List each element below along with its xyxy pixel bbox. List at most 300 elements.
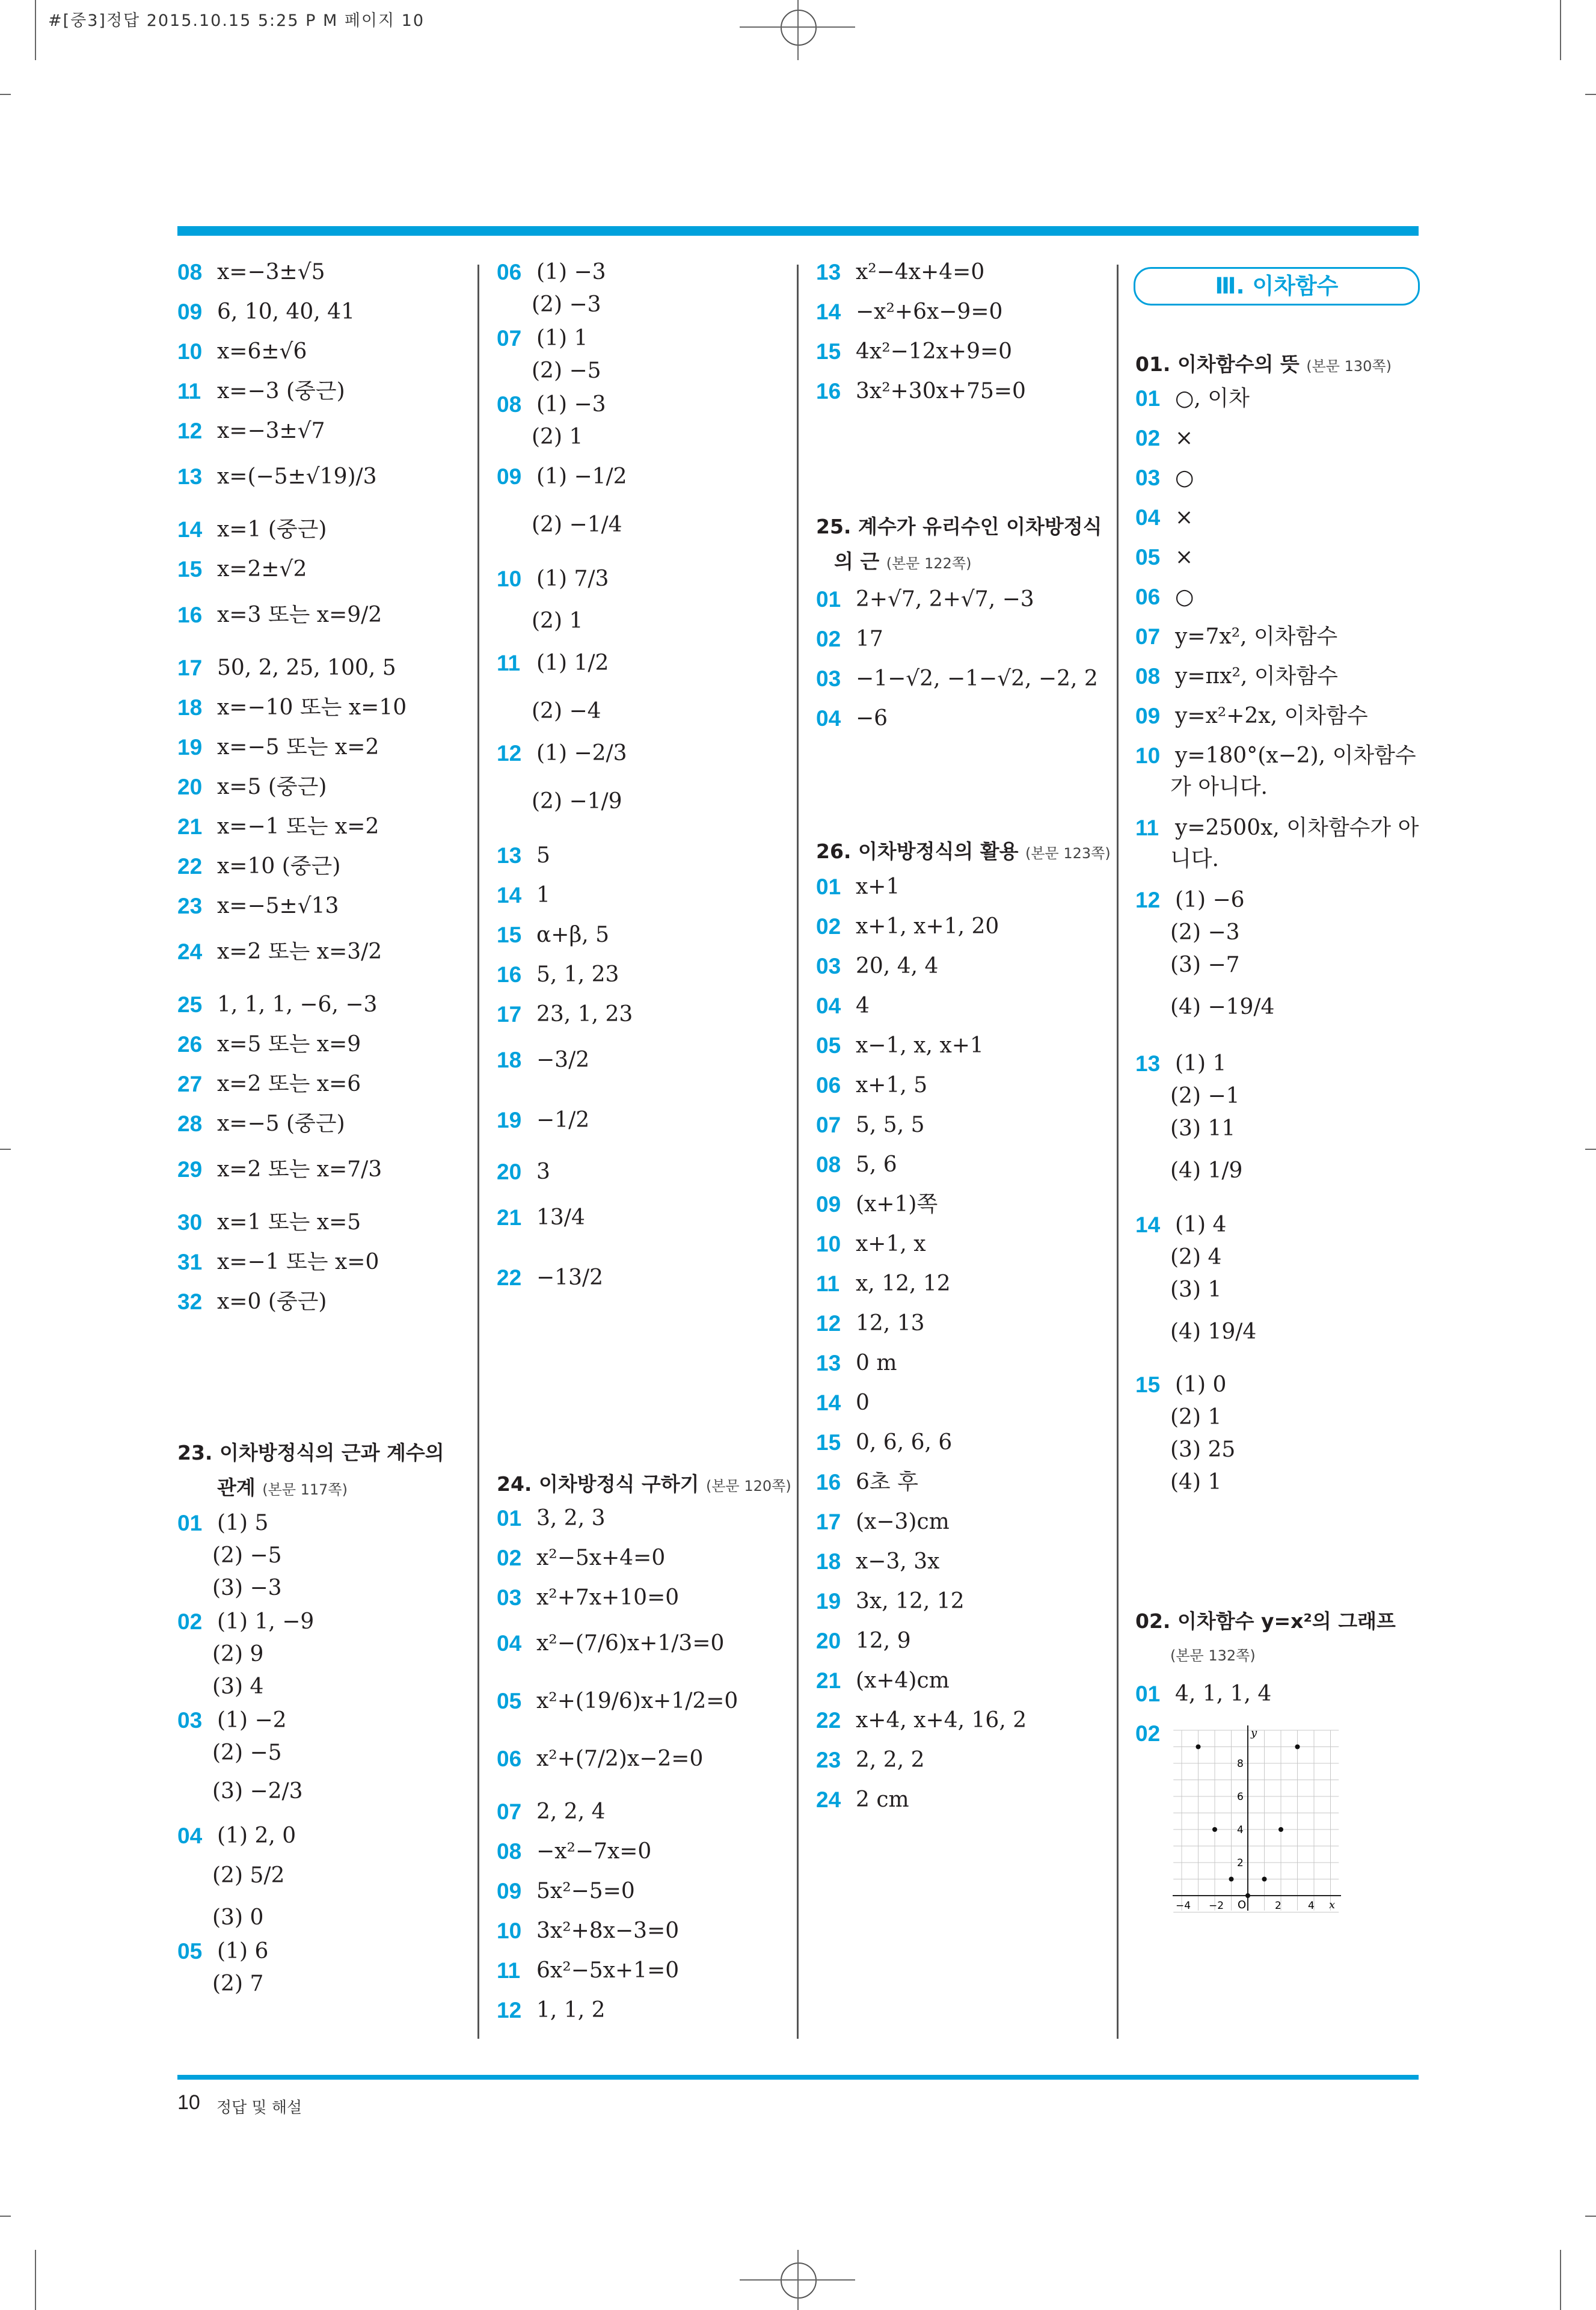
item-number: 06	[1135, 585, 1161, 609]
item-answer: x+4, x+4, 16, 2	[856, 1708, 1027, 1733]
item-number: 02	[816, 627, 841, 651]
answer-item	[816, 1588, 965, 1615]
answer-item	[816, 1032, 984, 1060]
item-number: 02	[497, 1546, 522, 1570]
item-answer: 5, 5, 5	[856, 1113, 925, 1137]
item-answer: 1	[536, 883, 550, 908]
item-number: 14	[177, 517, 203, 542]
item-number: 04	[497, 1631, 522, 1656]
item-number: 08	[816, 1152, 841, 1177]
item-number: 10	[816, 1232, 841, 1256]
answer-item	[1135, 742, 1416, 770]
answer-item	[816, 1508, 950, 1536]
item-number: 01	[1135, 1682, 1161, 1706]
page-reference: (본문 117쪽)	[262, 1481, 348, 1498]
answer-subitem: (2) 5/2	[212, 1863, 285, 1888]
item-answer: x²−4x+4=0	[856, 260, 985, 284]
crop-mark	[1585, 2216, 1596, 2217]
item-number: 02	[1135, 426, 1161, 450]
graph-point	[1245, 1893, 1250, 1898]
item-number: 04	[177, 1823, 203, 1848]
crop-mark	[1585, 1149, 1596, 1150]
item-answer: x=−5 또는 x=2	[217, 735, 379, 760]
item-answer: x=−5±√13	[217, 894, 339, 918]
item-number: 05	[177, 1939, 203, 1964]
answer-item	[177, 1249, 379, 1276]
item-number: 15	[497, 923, 522, 947]
item-number: 13	[816, 1351, 841, 1375]
origin-label: O	[1238, 1899, 1247, 1911]
item-number: 31	[177, 1250, 203, 1274]
answer-item	[497, 1997, 606, 2024]
answer-item	[497, 882, 550, 909]
answer-item	[497, 1584, 679, 1612]
answer-item	[816, 586, 1034, 613]
answer-item	[177, 259, 325, 286]
item-answer: α+β, 5	[536, 923, 610, 947]
answer-item	[816, 298, 1002, 326]
item-answer: x²+(7/2)x−2=0	[536, 1746, 704, 1771]
answer-item	[816, 1072, 927, 1099]
item-answer: x=1 또는 x=5	[217, 1210, 361, 1235]
graph-point	[1262, 1877, 1267, 1882]
item-number: 13	[816, 260, 841, 284]
answer-subitem: (2) 9	[212, 1642, 264, 1666]
item-answer: x=−1 또는 x=0	[217, 1250, 379, 1274]
item-number: 04	[816, 706, 841, 731]
item-answer: (x−3)cm	[856, 1510, 950, 1534]
item-number: 08	[1135, 664, 1161, 689]
item-answer: x, 12, 12	[856, 1271, 951, 1296]
answer-item	[177, 1071, 361, 1098]
answer-subitem: (3) −3	[212, 1576, 282, 1600]
item-number: 13	[177, 464, 203, 489]
section-title: 23. 이차방정식의 근과 계수의	[177, 1441, 444, 1464]
answer-item	[177, 892, 339, 920]
item-answer: x+1, 5	[856, 1073, 928, 1098]
item-answer: −3/2	[536, 1048, 590, 1072]
item-number: 10	[497, 567, 522, 591]
answer-subitem: (2) 1	[1170, 1405, 1222, 1430]
page-number: 10	[177, 2091, 200, 2114]
answer-item	[177, 813, 379, 841]
answer-item	[497, 1917, 679, 1945]
item-answer: x=2±√2	[217, 557, 307, 582]
item-answer: (1) 2, 0	[217, 1823, 296, 1848]
item-number: 23	[816, 1748, 841, 1772]
page-reference: (본문 132쪽)	[1170, 1647, 1256, 1664]
item-answer: (1) 1/2	[536, 651, 609, 675]
item-answer: x=−3±√5	[217, 260, 325, 284]
item-answer: x=2 또는 x=7/3	[217, 1157, 382, 1182]
item-number: 11	[497, 651, 521, 675]
item-number: 01	[816, 587, 841, 612]
item-number: 05	[816, 1033, 841, 1058]
answer-subitem: (2) −1	[1170, 1084, 1240, 1108]
crop-mark	[797, 0, 799, 60]
item-number: 16	[816, 1470, 841, 1494]
section-title	[217, 1472, 348, 1501]
answer-subitem: (3) 4	[212, 1674, 264, 1699]
y-tick-label: 8	[1237, 1758, 1244, 1770]
answer-item	[177, 338, 307, 366]
item-number: 20	[497, 1160, 522, 1184]
item-answer: x=3 또는 x=9/2	[217, 603, 382, 627]
answer-subitem: (4) 1	[1170, 1470, 1222, 1494]
item-number: 13	[1135, 1051, 1161, 1076]
item-answer: 2+√7, 2+√7, −3	[856, 587, 1034, 612]
answer-item	[497, 1630, 724, 1657]
item-answer: 0, 6, 6, 6	[856, 1430, 953, 1455]
item-number: 11	[816, 1271, 840, 1296]
crop-mark	[35, 2250, 36, 2310]
answer-item	[497, 1798, 606, 1826]
item-number: 19	[816, 1589, 841, 1614]
parabola-graph	[1167, 1723, 1347, 1913]
answer-item	[816, 338, 1012, 366]
item-answer: x=−5 (중근)	[217, 1111, 345, 1136]
answer-item	[816, 992, 870, 1020]
answer-subitem: (2) −1/4	[532, 512, 622, 537]
item-answer: −6	[856, 706, 888, 731]
answer-subitem: (2) 1	[532, 609, 583, 633]
y-tick-label: 6	[1237, 1791, 1244, 1803]
page-reference: (본문 123쪽)	[1025, 845, 1111, 862]
item-number: 08	[497, 1839, 522, 1864]
item-answer: −1/2	[536, 1108, 590, 1132]
page-reference: (본문 130쪽)	[1306, 358, 1392, 375]
item-number: 05	[1135, 545, 1161, 570]
item-number: 15	[177, 557, 203, 582]
item-answer: x²−5x+4=0	[536, 1546, 666, 1570]
item-number: 07	[497, 326, 522, 351]
page-reference: (본문 122쪽)	[886, 555, 972, 572]
answer-subitem: (2) −5	[532, 358, 601, 383]
crop-mark	[0, 1149, 11, 1150]
item-number: 23	[177, 894, 203, 918]
item-answer: y=πx², 이차함수	[1175, 664, 1338, 689]
item-answer: 2, 2, 4	[536, 1799, 606, 1824]
answer-subitem: (2) 4	[1170, 1245, 1222, 1270]
column-divider	[797, 265, 799, 2039]
item-number: 17	[177, 656, 203, 680]
item-number: 06	[497, 260, 522, 284]
item-answer: 17	[856, 627, 883, 651]
item-answer: x²+7x+10=0	[536, 1585, 680, 1610]
answer-subitem: (2) −5	[212, 1543, 282, 1568]
item-answer: (1) 7/3	[536, 567, 609, 591]
answer-subitem: (4) −19/4	[1170, 995, 1275, 1019]
answer-item	[497, 1878, 635, 1905]
answer-item	[1135, 702, 1368, 730]
answer-item	[816, 1270, 951, 1298]
item-number: 15	[1135, 1372, 1161, 1397]
answer-item	[177, 1288, 327, 1316]
item-answer: x²+(19/6)x+1/2=0	[536, 1689, 738, 1713]
item-number: 29	[177, 1157, 203, 1182]
item-answer: x+1, x	[856, 1232, 926, 1256]
x-tick-label: 2	[1275, 1900, 1281, 1912]
answer-item	[816, 1627, 911, 1655]
item-number: 18	[177, 695, 203, 720]
item-answer: (1) −3	[536, 392, 606, 417]
item-number: 07	[816, 1113, 841, 1137]
item-number: 12	[177, 419, 203, 443]
item-number: 01	[177, 1511, 203, 1535]
y-axis-label: y	[1251, 1727, 1257, 1739]
item-number: 01	[1135, 386, 1161, 411]
answer-item	[497, 325, 588, 352]
item-answer: (1) 1	[536, 326, 588, 351]
answer-subitem: (4) 1/9	[1170, 1158, 1243, 1183]
item-answer: x²−(7/6)x+1/3=0	[536, 1631, 725, 1656]
item-answer: 3	[536, 1160, 550, 1184]
answer-item	[177, 417, 325, 445]
answer-item	[816, 705, 888, 733]
column-divider	[477, 265, 479, 2039]
item-answer: 5, 6	[856, 1152, 897, 1177]
item-answer: 4, 1, 1, 4	[1175, 1682, 1272, 1706]
x-tick-label: −2	[1209, 1900, 1224, 1912]
answer-subitem: (3) 11	[1170, 1116, 1236, 1141]
graph-point	[1295, 1745, 1300, 1749]
page-reference-line	[1170, 1642, 1256, 1665]
item-number: 25	[177, 992, 203, 1017]
answer-item	[1135, 814, 1419, 842]
answer-item	[816, 1469, 918, 1496]
answer-item	[1135, 1211, 1226, 1239]
item-answer: x=5 또는 x=9	[217, 1032, 361, 1057]
item-answer: (1) −3	[536, 260, 606, 284]
item-number: 02	[816, 914, 841, 939]
page-reference: (본문 120쪽)	[705, 1478, 791, 1494]
item-answer: x−3, 3x	[856, 1549, 940, 1574]
answer-item	[177, 694, 407, 722]
header-rule	[177, 226, 1419, 236]
item-answer: (1) 4	[1175, 1212, 1227, 1237]
item-answer: 3, 2, 3	[536, 1506, 606, 1531]
item-answer: −13/2	[536, 1265, 604, 1290]
item-number: 01	[816, 874, 841, 899]
answer-item	[177, 1110, 345, 1138]
answer-item	[816, 953, 938, 980]
crop-mark	[1560, 0, 1561, 60]
item-number: 14	[1135, 1212, 1161, 1237]
item-answer: x=1 (중근)	[217, 517, 327, 542]
answer-item	[177, 601, 382, 629]
section-title-part: 의 근	[834, 550, 880, 573]
answer-item	[1135, 1050, 1226, 1078]
item-answer: 2, 2, 2	[856, 1748, 925, 1772]
item-answer: (1) 6	[217, 1939, 269, 1964]
item-answer: −1−√2, −1−√2, −2, 2	[856, 666, 1098, 691]
item-answer: x=5 (중근)	[217, 775, 327, 799]
answer-subitem: (2) 1	[532, 425, 583, 449]
column-divider	[1117, 265, 1119, 2039]
item-number: 21	[177, 814, 203, 839]
answer-item	[497, 1745, 703, 1773]
item-number: 19	[497, 1108, 522, 1132]
item-number: 06	[816, 1073, 841, 1098]
item-answer: y=7x², 이차함수	[1175, 624, 1338, 649]
item-number: 16	[177, 603, 203, 627]
item-answer: y=x²+2x, 이차함수	[1175, 704, 1368, 728]
item-number: 14	[816, 1390, 841, 1415]
item-answer: 6x²−5x+1=0	[536, 1958, 680, 1983]
answer-item	[497, 259, 606, 286]
answer-item	[177, 1608, 314, 1636]
item-number: 12	[497, 1998, 522, 2023]
answer-item	[497, 1544, 665, 1572]
item-answer: y=2500x, 이차함수가 아	[1175, 816, 1419, 840]
answer-item	[177, 298, 355, 326]
item-answer: 2 cm	[856, 1787, 909, 1812]
item-answer: (1) −1/2	[536, 464, 627, 489]
item-number: 10	[1135, 743, 1161, 768]
item-number: 12	[497, 741, 522, 766]
section-title-part: 26. 이차방정식의 활용	[816, 840, 1019, 863]
footer-title: 정답 및 해설	[216, 2099, 302, 2117]
item-answer: x=−3 (중근)	[217, 379, 345, 404]
item-number: 08	[177, 260, 203, 284]
answer-item	[816, 1429, 952, 1457]
answer-item	[497, 842, 550, 870]
item-answer: 5x²−5=0	[536, 1879, 635, 1903]
answer-subitem: (2) −1/9	[532, 789, 622, 814]
item-answer: 5, 1, 23	[536, 962, 619, 987]
item-answer: (1) −2	[217, 1708, 287, 1733]
item-answer: (1) 1, −9	[217, 1609, 315, 1634]
answer-item	[177, 1031, 361, 1058]
answer-item	[497, 1204, 585, 1232]
answer-subitem: (3) 0	[212, 1905, 264, 1930]
item-number: 04	[816, 994, 841, 1018]
item-answer: 1, 1, 1, −6, −3	[217, 992, 378, 1017]
section-title-part: 관계	[217, 1476, 256, 1499]
answer-item	[816, 1667, 950, 1695]
item-number: 15	[816, 1430, 841, 1455]
answer-item	[816, 873, 900, 901]
item-answer: 23, 1, 23	[536, 1002, 633, 1027]
answer-item	[497, 1158, 550, 1186]
item-number: 17	[816, 1510, 841, 1534]
item-answer: 3x²+8x−3=0	[536, 1918, 680, 1943]
graph-point	[1229, 1877, 1234, 1882]
answer-item	[1135, 583, 1194, 611]
item-answer: x=−1 또는 x=2	[217, 814, 379, 839]
item-answer: x=2 또는 x=6	[217, 1072, 361, 1096]
item-answer: 4	[856, 994, 870, 1018]
item-number: 03	[816, 954, 841, 978]
item-number: 05	[497, 1689, 522, 1713]
graph-point	[1212, 1827, 1217, 1832]
answer-item	[1135, 663, 1338, 690]
item-answer: x+1, x+1, 20	[856, 914, 999, 939]
item-answer: x=0 (중근)	[217, 1289, 327, 1314]
x-tick-label: −4	[1176, 1900, 1191, 1912]
answer-item	[497, 1264, 603, 1292]
answer-item	[497, 961, 619, 989]
item-answer: 12, 13	[856, 1311, 925, 1336]
item-number: 16	[816, 379, 841, 404]
answer-subitem: (3) −7	[1170, 953, 1240, 977]
answer-subitem: (3) 1	[1170, 1277, 1222, 1302]
item-number: 11	[1135, 816, 1159, 840]
section-title-part: 01. 이차함수의 뜻	[1135, 352, 1300, 376]
answer-continuation: 니다.	[1170, 847, 1219, 871]
item-answer: −x²+6x−9=0	[856, 300, 1003, 324]
item-number: 24	[816, 1787, 841, 1812]
item-number: 02	[177, 1609, 203, 1634]
item-answer: 3x, 12, 12	[856, 1589, 965, 1614]
crop-mark	[1560, 2250, 1561, 2310]
item-number: 20	[816, 1629, 841, 1653]
answer-item	[177, 991, 377, 1019]
answer-item	[177, 773, 327, 801]
item-number: 17	[497, 1002, 522, 1027]
answer-item	[816, 625, 883, 653]
answer-item	[816, 665, 1098, 693]
y-tick-label: 2	[1237, 1857, 1244, 1869]
answer-item	[1135, 504, 1193, 532]
item-answer: (1) −2/3	[536, 741, 627, 766]
item-number: 09	[497, 464, 522, 489]
answer-subitem: (4) 19/4	[1170, 1319, 1257, 1344]
item-number: 11	[497, 1958, 521, 1983]
item-answer: 50, 2, 25, 100, 5	[217, 656, 396, 680]
item-answer: ×	[1175, 545, 1194, 570]
item-number: 21	[497, 1205, 522, 1230]
item-number: 22	[816, 1708, 841, 1733]
y-tick-label: 4	[1237, 1824, 1244, 1836]
answer-item	[816, 1707, 1027, 1734]
answer-item	[816, 378, 1026, 405]
answer-item	[1135, 425, 1193, 452]
item-answer: (1) 1	[1175, 1051, 1227, 1076]
item-number: 21	[816, 1668, 841, 1693]
crop-mark	[797, 2250, 799, 2310]
answer-item	[497, 1957, 679, 1985]
section-title: 02. 이차함수 y=x²의 그래프	[1135, 1609, 1396, 1633]
footer-rule	[177, 2075, 1419, 2080]
item-number: 10	[177, 339, 203, 364]
crop-mark	[0, 94, 11, 95]
item-number: 11	[177, 379, 201, 404]
answer-item	[497, 650, 609, 677]
answer-item	[177, 1510, 268, 1537]
answer-item	[816, 1350, 897, 1377]
item-number: 08	[497, 392, 522, 417]
item-answer: x+1	[856, 874, 900, 899]
graph-point	[1278, 1827, 1283, 1832]
answer-item	[1135, 1371, 1226, 1399]
registration-mark	[781, 2262, 817, 2299]
print-header: #[중3]정답 2015.10.15 5:25 P M 페이지 10	[48, 11, 425, 30]
x-axis-label: x	[1329, 1899, 1336, 1911]
item-number: 14	[816, 300, 841, 324]
answer-item	[177, 1707, 287, 1734]
answer-item	[816, 1111, 925, 1139]
item-number: 18	[816, 1549, 841, 1574]
item-number: 19	[177, 735, 203, 760]
item-answer: 3x²+30x+75=0	[856, 379, 1026, 404]
answer-item	[177, 734, 379, 761]
item-number: 12	[1135, 888, 1161, 912]
crop-mark	[35, 0, 36, 60]
item-number: 09	[1135, 704, 1161, 728]
x-tick-label: 4	[1308, 1900, 1315, 1912]
answer-item	[816, 1151, 897, 1179]
